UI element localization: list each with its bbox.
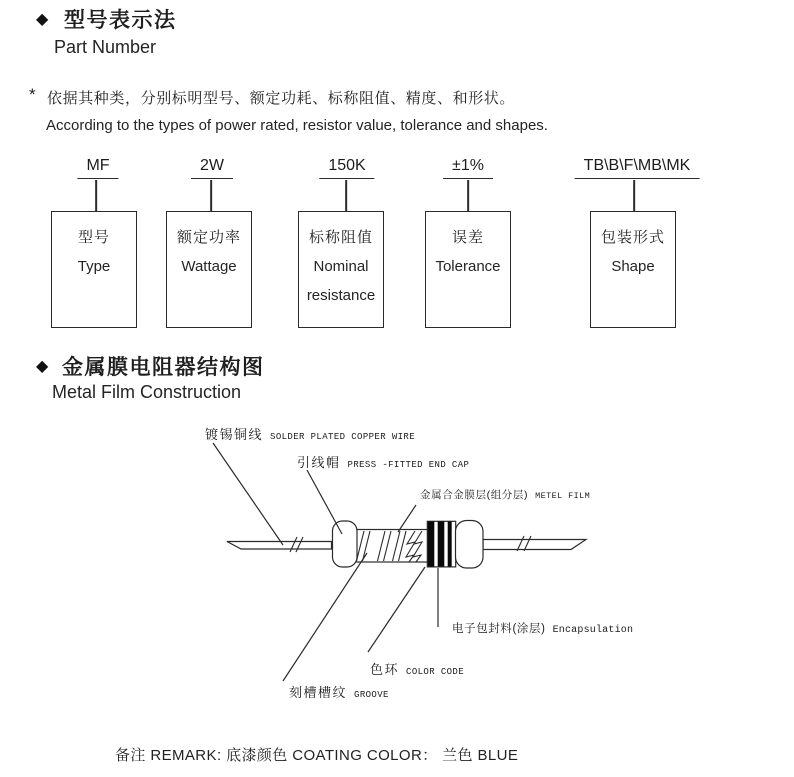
pn-box-label-zh: 额定功率 [176, 229, 241, 246]
left-lead-wire [227, 542, 332, 550]
label-encapsulation [452, 620, 633, 636]
note-en: According to the types of power rated, resistor value, tolerance and shapes. [46, 117, 548, 134]
note-zh: 依据其种类，分别标明型号、额定功耗、标称阻值、精度、和形状。 [47, 90, 516, 107]
color-bands [428, 522, 452, 567]
pn-box-label-en: Wattage [181, 258, 237, 275]
label-metal-film-zh: 金属合金膜层(组分层) [420, 489, 529, 501]
right-lead-wire [483, 540, 586, 550]
label-metal-film [420, 487, 590, 502]
section-title-part-number-zh: 型号表示法 [64, 9, 177, 32]
pn-code-tolerance: ±1% [443, 156, 493, 179]
label-groove-en: GROOVE [354, 690, 389, 700]
pn-box-label-zh: 型号 [77, 229, 110, 246]
diamond-bullet-icon: ◆ [36, 358, 49, 375]
label-end-cap-zh: 引线帽 [297, 455, 341, 470]
pn-box-label-en: Type [77, 258, 111, 275]
pn-code-packing: TB\B\F\MB\MK [575, 156, 700, 179]
label-color-code-zh: 色环 [370, 662, 400, 677]
pn-box-label-en: Nominal [313, 258, 369, 275]
label-copper-wire-zh: 镀锡铜线 [205, 427, 264, 442]
pn-code-150k: 150K [319, 156, 374, 179]
section-title-part-number-en: Part Number [54, 37, 157, 57]
label-encapsulation-en: Encapsulation [552, 625, 634, 636]
leader-end-cap [307, 470, 342, 534]
label-end-cap-en: PRESS -FITTED END CAP [347, 460, 470, 470]
pn-box-label-en2: resistance [306, 287, 376, 304]
section-title-construction-en: Metal Film Construction [52, 382, 242, 402]
label-color-code [370, 659, 464, 678]
pn-code-2w: 2W [191, 156, 233, 179]
leader-copper-wire [213, 443, 283, 545]
label-end-cap [297, 452, 469, 471]
left-end-cap [333, 521, 358, 567]
section-title-construction-zh: 金属膜电阻器结构图 [62, 356, 265, 379]
pn-box-label-en: Tolerance [435, 258, 501, 275]
diamond-bullet-icon: ◆ [36, 11, 49, 28]
label-color-code-en: COLOR CODE [406, 667, 465, 677]
label-metal-film-en: METEL FILM [535, 491, 591, 501]
label-groove-zh: 刻槽槽纹 [289, 685, 348, 700]
right-end-cap [456, 521, 484, 569]
label-encapsulation-zh: 电子包封料(涂层) [452, 623, 546, 635]
pn-box-label-zh: 标称阻值 [308, 229, 373, 246]
note-asterisk: * [29, 85, 36, 104]
leader-color-code [368, 567, 425, 652]
pn-box-label-zh: 包装形式 [600, 229, 665, 246]
pn-box-label-en: Shape [611, 258, 655, 275]
pn-box-label-zh: 误差 [451, 229, 484, 246]
leader-groove [283, 553, 367, 681]
remark-line: 备注 REMARK: 底漆颜色 COATING COLOR： 兰色 BLUE [115, 747, 519, 764]
pn-code-mf: MF [77, 156, 118, 179]
label-groove [289, 682, 389, 701]
label-copper-wire [205, 424, 415, 443]
leader-metal-film [398, 505, 416, 532]
label-copper-wire-en: SOLDER PLATED COPPER WIRE [270, 432, 416, 442]
